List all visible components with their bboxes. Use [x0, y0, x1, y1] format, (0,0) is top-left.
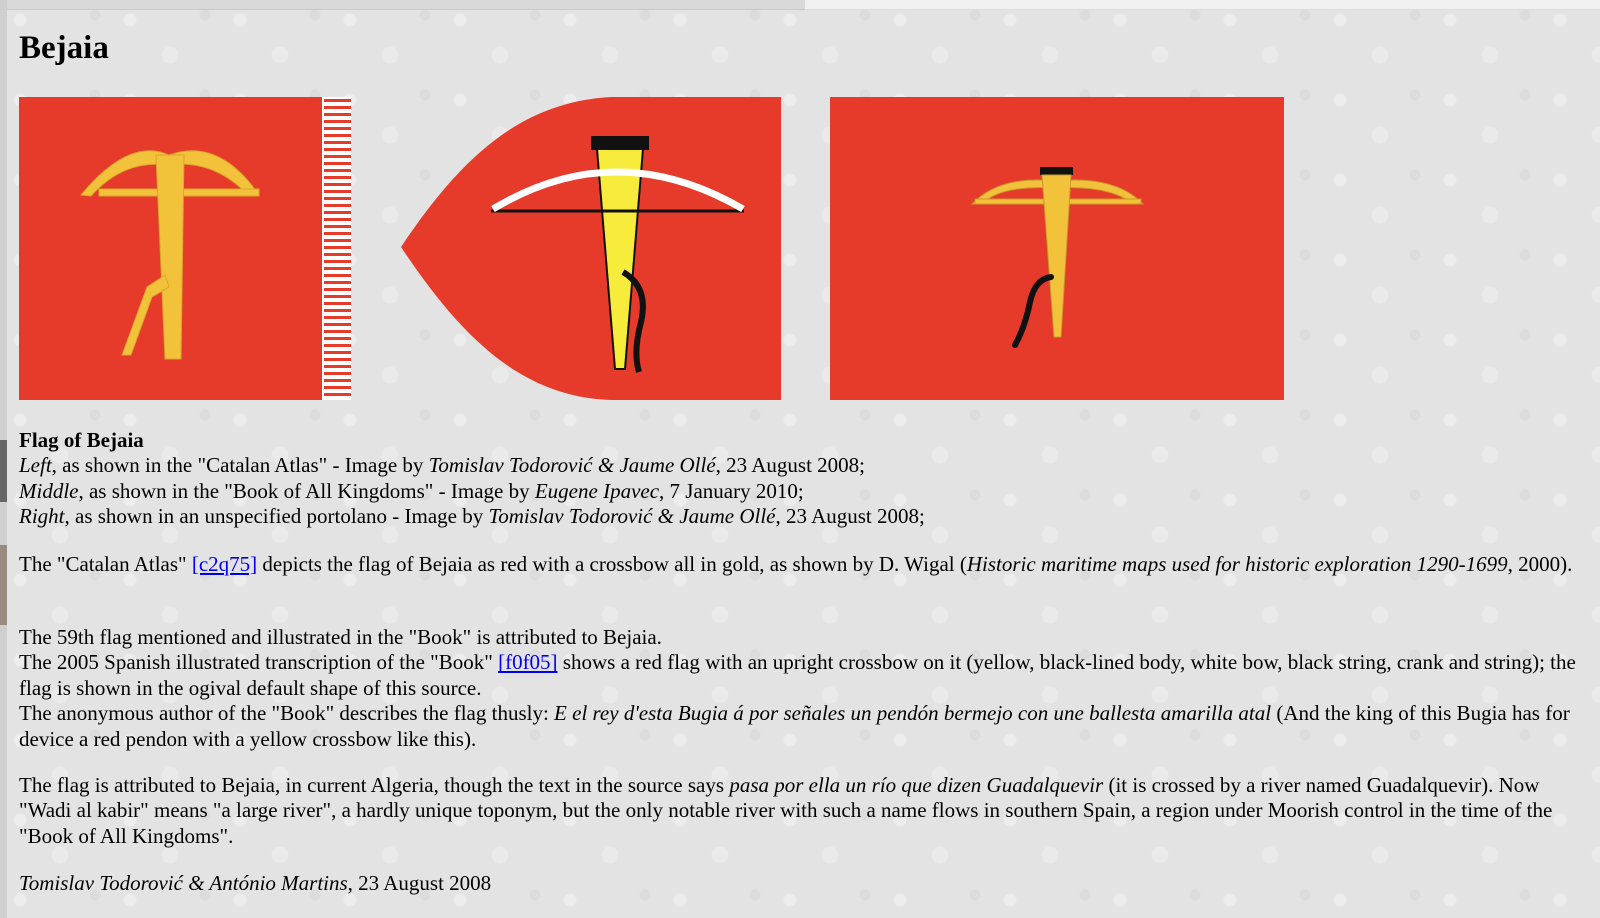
fringe-stripe — [324, 274, 351, 277]
browser-tab-strip-right — [805, 0, 1600, 10]
fringe-stripe — [324, 253, 351, 256]
fringe-stripe — [324, 344, 351, 347]
fringe-stripe — [324, 323, 351, 326]
fringe-stripe — [324, 155, 351, 158]
signature — [19, 871, 1589, 896]
fringe-stripe — [324, 120, 351, 123]
fringe-stripe — [324, 337, 351, 340]
page-title: Bejaia — [19, 30, 109, 66]
fringe-stripe — [324, 372, 351, 375]
fringe-stripe — [324, 169, 351, 172]
paragraph-catalan-atlas: The "Catalan Atlas" [c2q75] depicts the flag of Bejaia as red with a crossbow all in gold, as shown by D. Wigal (Historic maritime maps used for historic exploration 1290-1699, 2000). — [19, 552, 1573, 576]
fringe-stripe — [324, 267, 351, 270]
fringe-stripe — [324, 127, 351, 130]
fringe-stripe — [324, 99, 351, 102]
reference-link-c2q75[interactable]: [c2q75] — [191, 552, 258, 576]
fringe-stripe — [324, 183, 351, 186]
fringe-stripe — [324, 204, 351, 207]
fringe-stripe — [324, 302, 351, 305]
fringe-stripe — [324, 190, 351, 193]
fringe-stripe — [324, 358, 351, 361]
fringe-stripe — [324, 106, 351, 109]
fringe-stripe — [324, 330, 351, 333]
paragraph-attribution: The flag is attributed to Bejaia, in current Algeria, though the text in the source says pasa por ella un río que dizen Guadalquevir (it is crossed by a river named Guadalquevir). Now "Wadi al kabir" means "a large river", a hardly unique toponym, but the only notable river with such a name flows in southern Spain, a region under Moorish control in the time of the "Book of All Kingdoms". — [19, 773, 1553, 848]
fringe-stripe — [324, 288, 351, 291]
fringe-stripe — [324, 162, 351, 165]
credit-right: Right, as shown in an unspecified portolano - Image by Tomislav Todorović & Jaume Ollé, 23 August 2008; — [19, 504, 925, 529]
figure-caption — [19, 428, 1589, 530]
fringe-stripe — [324, 232, 351, 235]
fringe-stripe — [324, 134, 351, 137]
fringe-stripe — [324, 197, 351, 200]
signature-date: , 23 August 2008 — [347, 871, 492, 895]
fringe-stripe — [324, 379, 351, 382]
fringe-stripe — [324, 218, 351, 221]
reference-link-f0f05[interactable]: [f0f05] — [498, 650, 558, 675]
fringe-stripe — [324, 281, 351, 284]
fringe-stripe — [324, 316, 351, 319]
fringe-stripe — [324, 393, 351, 396]
fringe-stripe — [324, 211, 351, 214]
fringe-stripe — [324, 225, 351, 228]
side-panel-thumb — [0, 545, 7, 625]
flag-image-middle — [401, 97, 781, 400]
signature-authors: Tomislav Todorović & António Martins — [19, 871, 348, 895]
credit-left: Left, as shown in the "Catalan Atlas" - Image by Tomislav Todorović & Jaume Ollé, 23 August 2008; — [19, 453, 866, 478]
fringe-stripe — [324, 141, 351, 144]
flag-image-right — [830, 97, 1284, 400]
fringe-stripe — [324, 148, 351, 151]
fringe-stripe — [324, 309, 351, 312]
fringe-stripe — [324, 113, 351, 116]
credit-middle: Middle, as shown in the "Book of All Kingdoms" - Image by Eugene Ipavec, 7 January 2010; — [19, 478, 804, 503]
caption-heading: Flag of Bejaia — [19, 428, 144, 452]
fringe-stripe — [324, 351, 351, 354]
fringe-stripe — [324, 246, 351, 249]
fringe-stripe — [324, 365, 351, 368]
paragraph-book: The 59th flag mentioned and illustrated in the "Book" is attributed to Bejaia. The 2005 Spanish illustrated transcription of the "Book" [f0f05] shows a red flag with an upright crossbow on it (yellow, black-lined body, white bow, black string, crank and string); the flag is shown in the ogival default shape of this source. The anonymous author of the "Book" describes the flag thusly: E el rey d'esta Bugia á por señales un pendón bermejo con une ballesta amarilla atal (And the king of this Bugia has for device a red pendon with a yellow crossbow like this). — [19, 625, 1576, 751]
side-panel-handle[interactable] — [0, 440, 7, 502]
flag-image-left — [19, 97, 351, 400]
browser-tab-strip — [0, 0, 805, 10]
fringe-stripe — [324, 239, 351, 242]
fringe-stripe — [324, 386, 351, 389]
fringe-stripe — [324, 260, 351, 263]
fringe-stripe — [324, 295, 351, 298]
fringe-stripe — [324, 176, 351, 179]
